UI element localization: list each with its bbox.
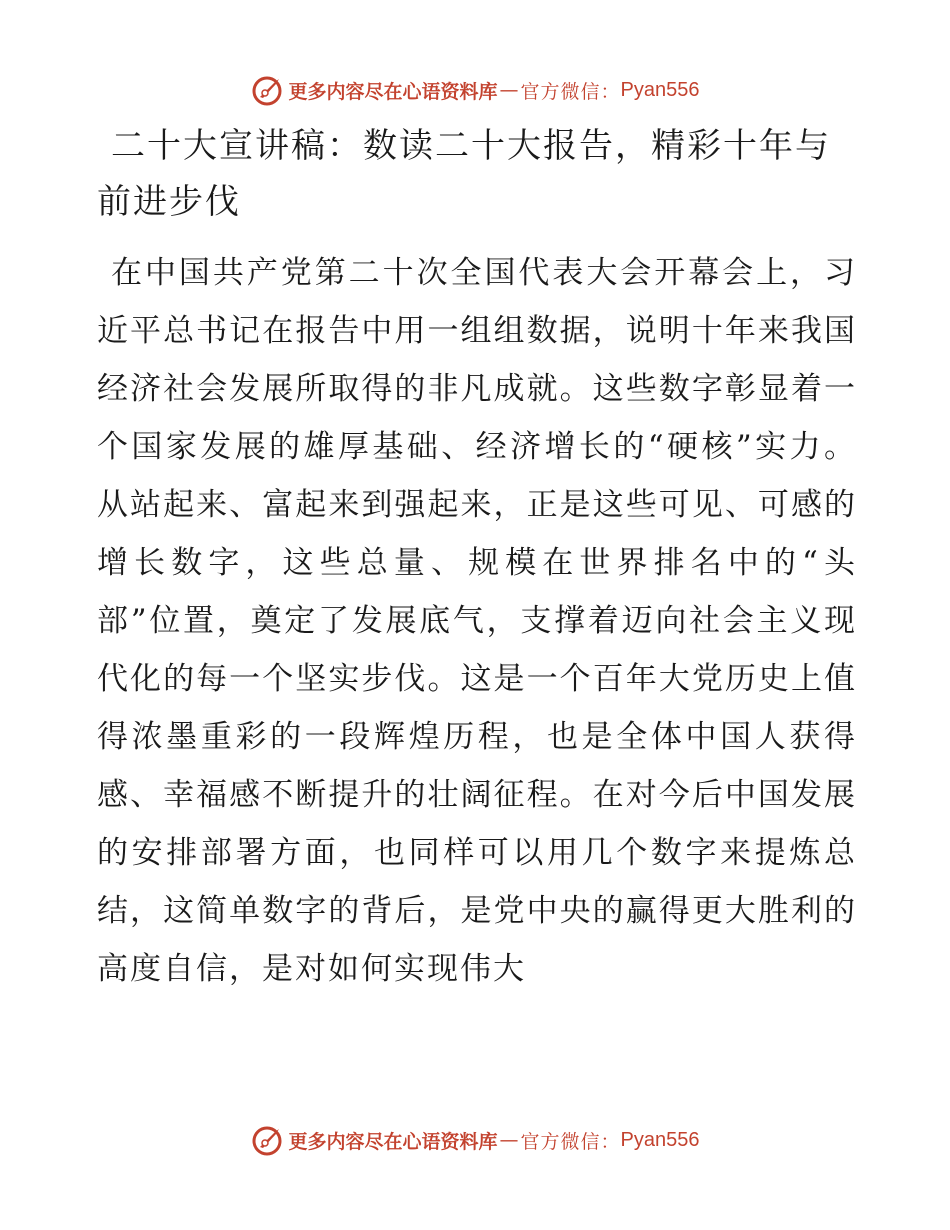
banner-dash: — xyxy=(499,1129,519,1151)
promo-text: 更多内容尽在心语资料库 xyxy=(288,1130,498,1153)
wechat-label: 官方微信： xyxy=(520,80,621,103)
document-title: 二十大宣讲稿：数读二十大报告，精彩十年与前进步伐 xyxy=(97,126,831,222)
wechat-handle: Pyan556 xyxy=(620,78,700,101)
promo-text: 更多内容尽在心语资料库 xyxy=(288,80,498,103)
quill-seal-icon xyxy=(251,1123,285,1157)
wechat-label: 官方微信： xyxy=(520,1130,621,1153)
quill-seal-icon xyxy=(251,73,285,107)
document-content xyxy=(97,118,857,998)
banner-dash: — xyxy=(499,79,519,101)
wechat-handle: Pyan556 xyxy=(620,1128,700,1151)
footer-banner xyxy=(0,1120,950,1160)
header-banner xyxy=(0,70,950,110)
document-paragraph: 在中国共产党第二十次全国代表大会开幕会上，习近平总书记在报告中用一组组数据，说明十年来我国经济社会发展所取得的非凡成就。这些数字彰显着一个国家发展的雄厚基础、经济增长的“硬核”实力。从站起来、富起来到强起来，正是这些可见、可感的增长数字，这些总量、规模在世界排名中的“头部”位置，奠定了发展底气，支撑着迈向社会主义现代化的每一个坚实步伐。这是一个百年大党历史上值得浓墨重彩的一段辉煌历程，也是全体中国人获得感、幸福感不断提升的壮阔征程。在对今后中国发展的安排部署方面，也同样可以用几个数字来提炼总结，这简单数字的背后，是党中央的赢得更大胜利的高度自信，是对如何实现伟大 xyxy=(97,255,857,987)
